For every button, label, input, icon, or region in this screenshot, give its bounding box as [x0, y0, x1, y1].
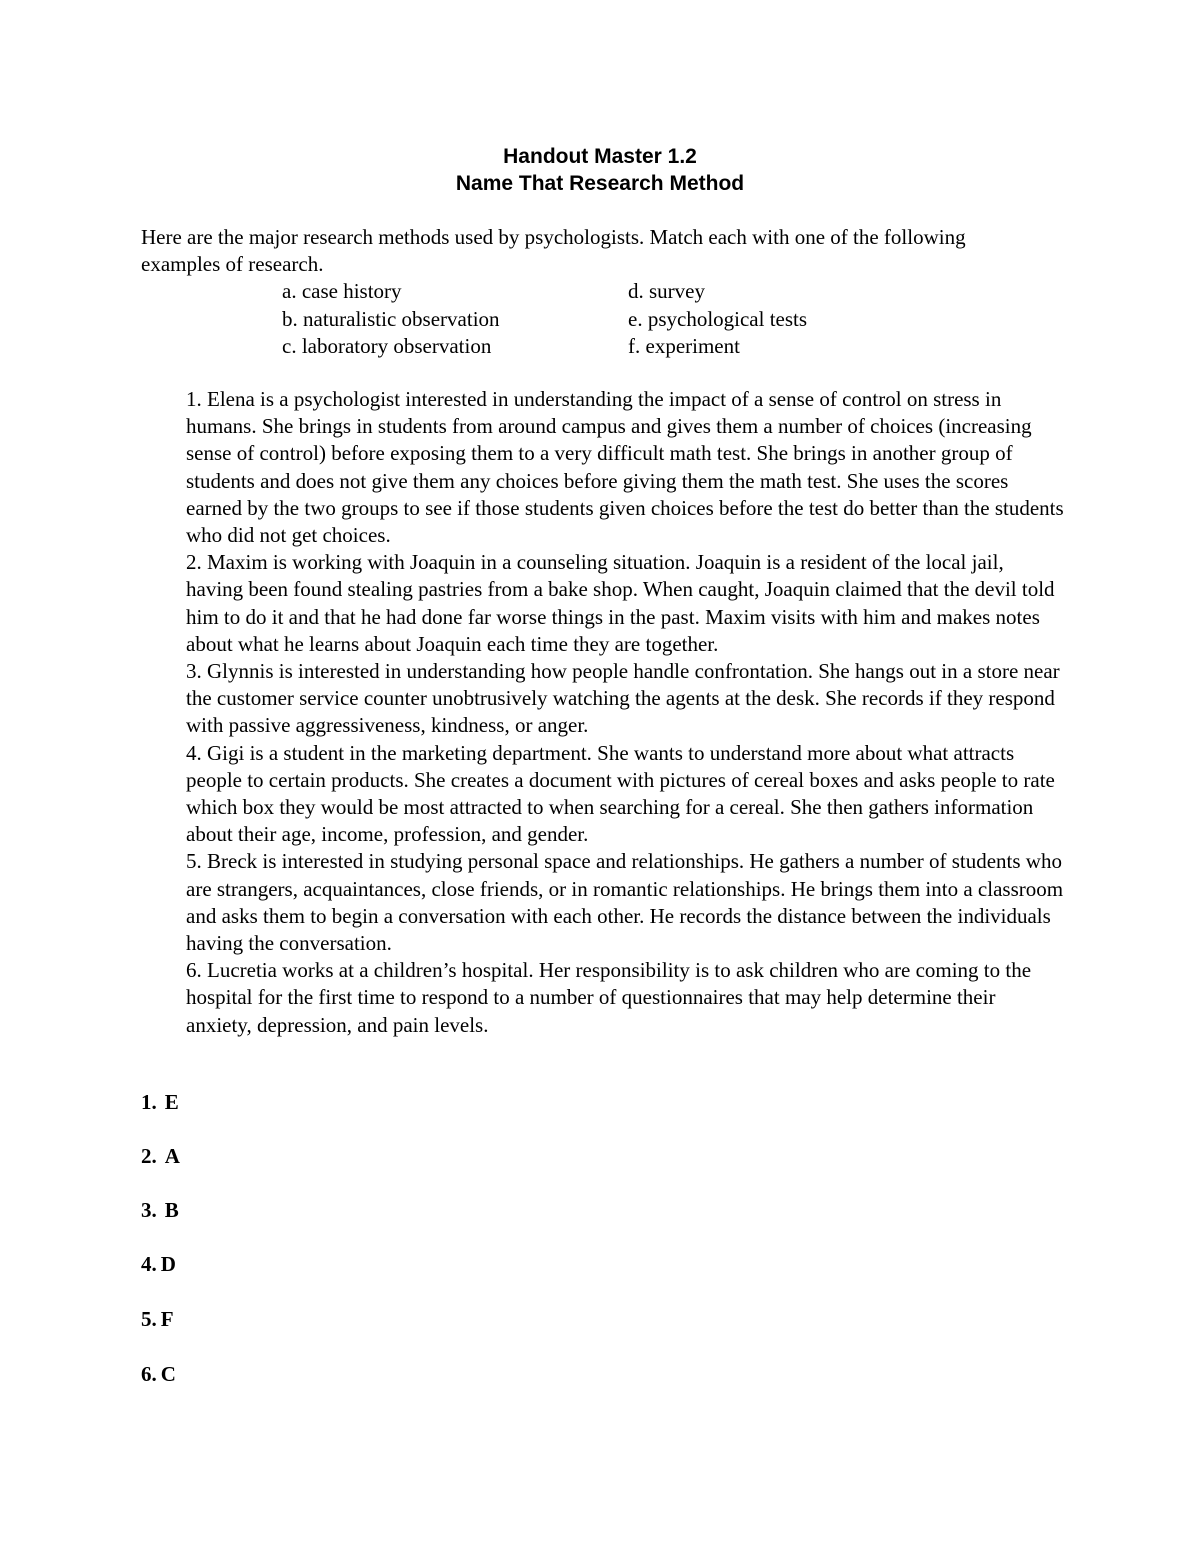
answer-2	[141, 1143, 180, 1170]
question-5: 5. Breck is interested in studying personal space and relationships. He gathers a number of students who are strangers, acquaintances, close friends, or in romantic relationships. He brings them into a classroom and asks them to begin a conversation with each other. He records the distance between the individuals having the conversation.	[186, 849, 1064, 956]
answer-6	[141, 1361, 176, 1388]
method-case-history: a. case history	[282, 279, 402, 303]
answer-letter: F	[160, 1307, 174, 1331]
answer-number: 4.	[141, 1252, 157, 1276]
answer-3	[141, 1197, 179, 1224]
page-title: Handout Master 1.2	[503, 145, 697, 168]
question-3: 3. Glynnis is interested in understanding how people handle confrontation. She hangs out in a store near the customer service counter unobtrusively watching the agents at the desk. She records if they respond with passive aggressiveness, kindness, or anger.	[186, 659, 1060, 738]
answer-number: 3.	[141, 1198, 157, 1222]
answer-number: 6.	[141, 1362, 157, 1386]
method-psychological-tests: e. psychological tests	[628, 306, 808, 331]
answer-number: 1.	[141, 1090, 157, 1114]
method-naturalistic-observation: b. naturalistic observation	[282, 306, 500, 331]
answer-letter: D	[160, 1252, 176, 1276]
answer-number: 5.	[141, 1307, 157, 1331]
answer-number: 2.	[141, 1144, 157, 1168]
answer-4	[141, 1251, 176, 1278]
question-2: 2. Maxim is working with Joaquin in a counseling situation. Joaquin is a resident of the local jail, having been found stealing pastries from a bake shop. When caught, Joaquin claimed that the devil told him to do it and that he had done far worse things in the past. Maxim visits with him and makes notes about what he learns about Joaquin each time they are together.	[186, 550, 1055, 656]
question-6: 6. Lucretia works at a children’s hospital. Her responsibility is to ask children who are coming to the hospital for the first time to respond to a number of questionnaires that may help determine their anxiety, depression, and pain levels.	[186, 958, 1032, 1037]
answer-letter: B	[164, 1198, 179, 1222]
answer-1	[141, 1089, 179, 1116]
method-survey: d. survey	[628, 279, 705, 303]
answer-letter: C	[160, 1362, 176, 1386]
answer-letter: A	[164, 1144, 180, 1168]
question-1: 1. Elena is a psychologist interested in understanding the impact of a sense of control on stress in humans. She brings in students from around campus and gives them a number of choices (increasing sense of control) before exposing them to a very difficult math test. She brings in another group of students and does not give them any choices before giving them the math test. She uses the scores earned by the two groups to see if those students given choices before the test do better than the students who did not get choices.	[186, 387, 1064, 548]
methods-list-right	[628, 278, 807, 361]
answer-5	[141, 1306, 174, 1333]
page-subtitle: Name That Research Method	[455, 172, 745, 195]
methods-list-left	[282, 278, 500, 361]
method-laboratory-observation: c. laboratory observation	[282, 334, 492, 358]
question-4: 4. Gigi is a student in the marketing department. She wants to understand more about what attracts people to certain products. She creates a document with pictures of cereal boxes and asks people to rate which box they would be most attracted to when searching for a cereal. She then gathers information about their age, income, profession, and gender.	[186, 740, 1055, 847]
answer-letter: E	[164, 1090, 179, 1114]
intro-paragraph: Here are the major research methods used by psychologists. Match each with one of the following examples of research.	[141, 225, 966, 276]
method-experiment: f. experiment	[628, 334, 740, 358]
question-list	[186, 386, 1066, 1039]
